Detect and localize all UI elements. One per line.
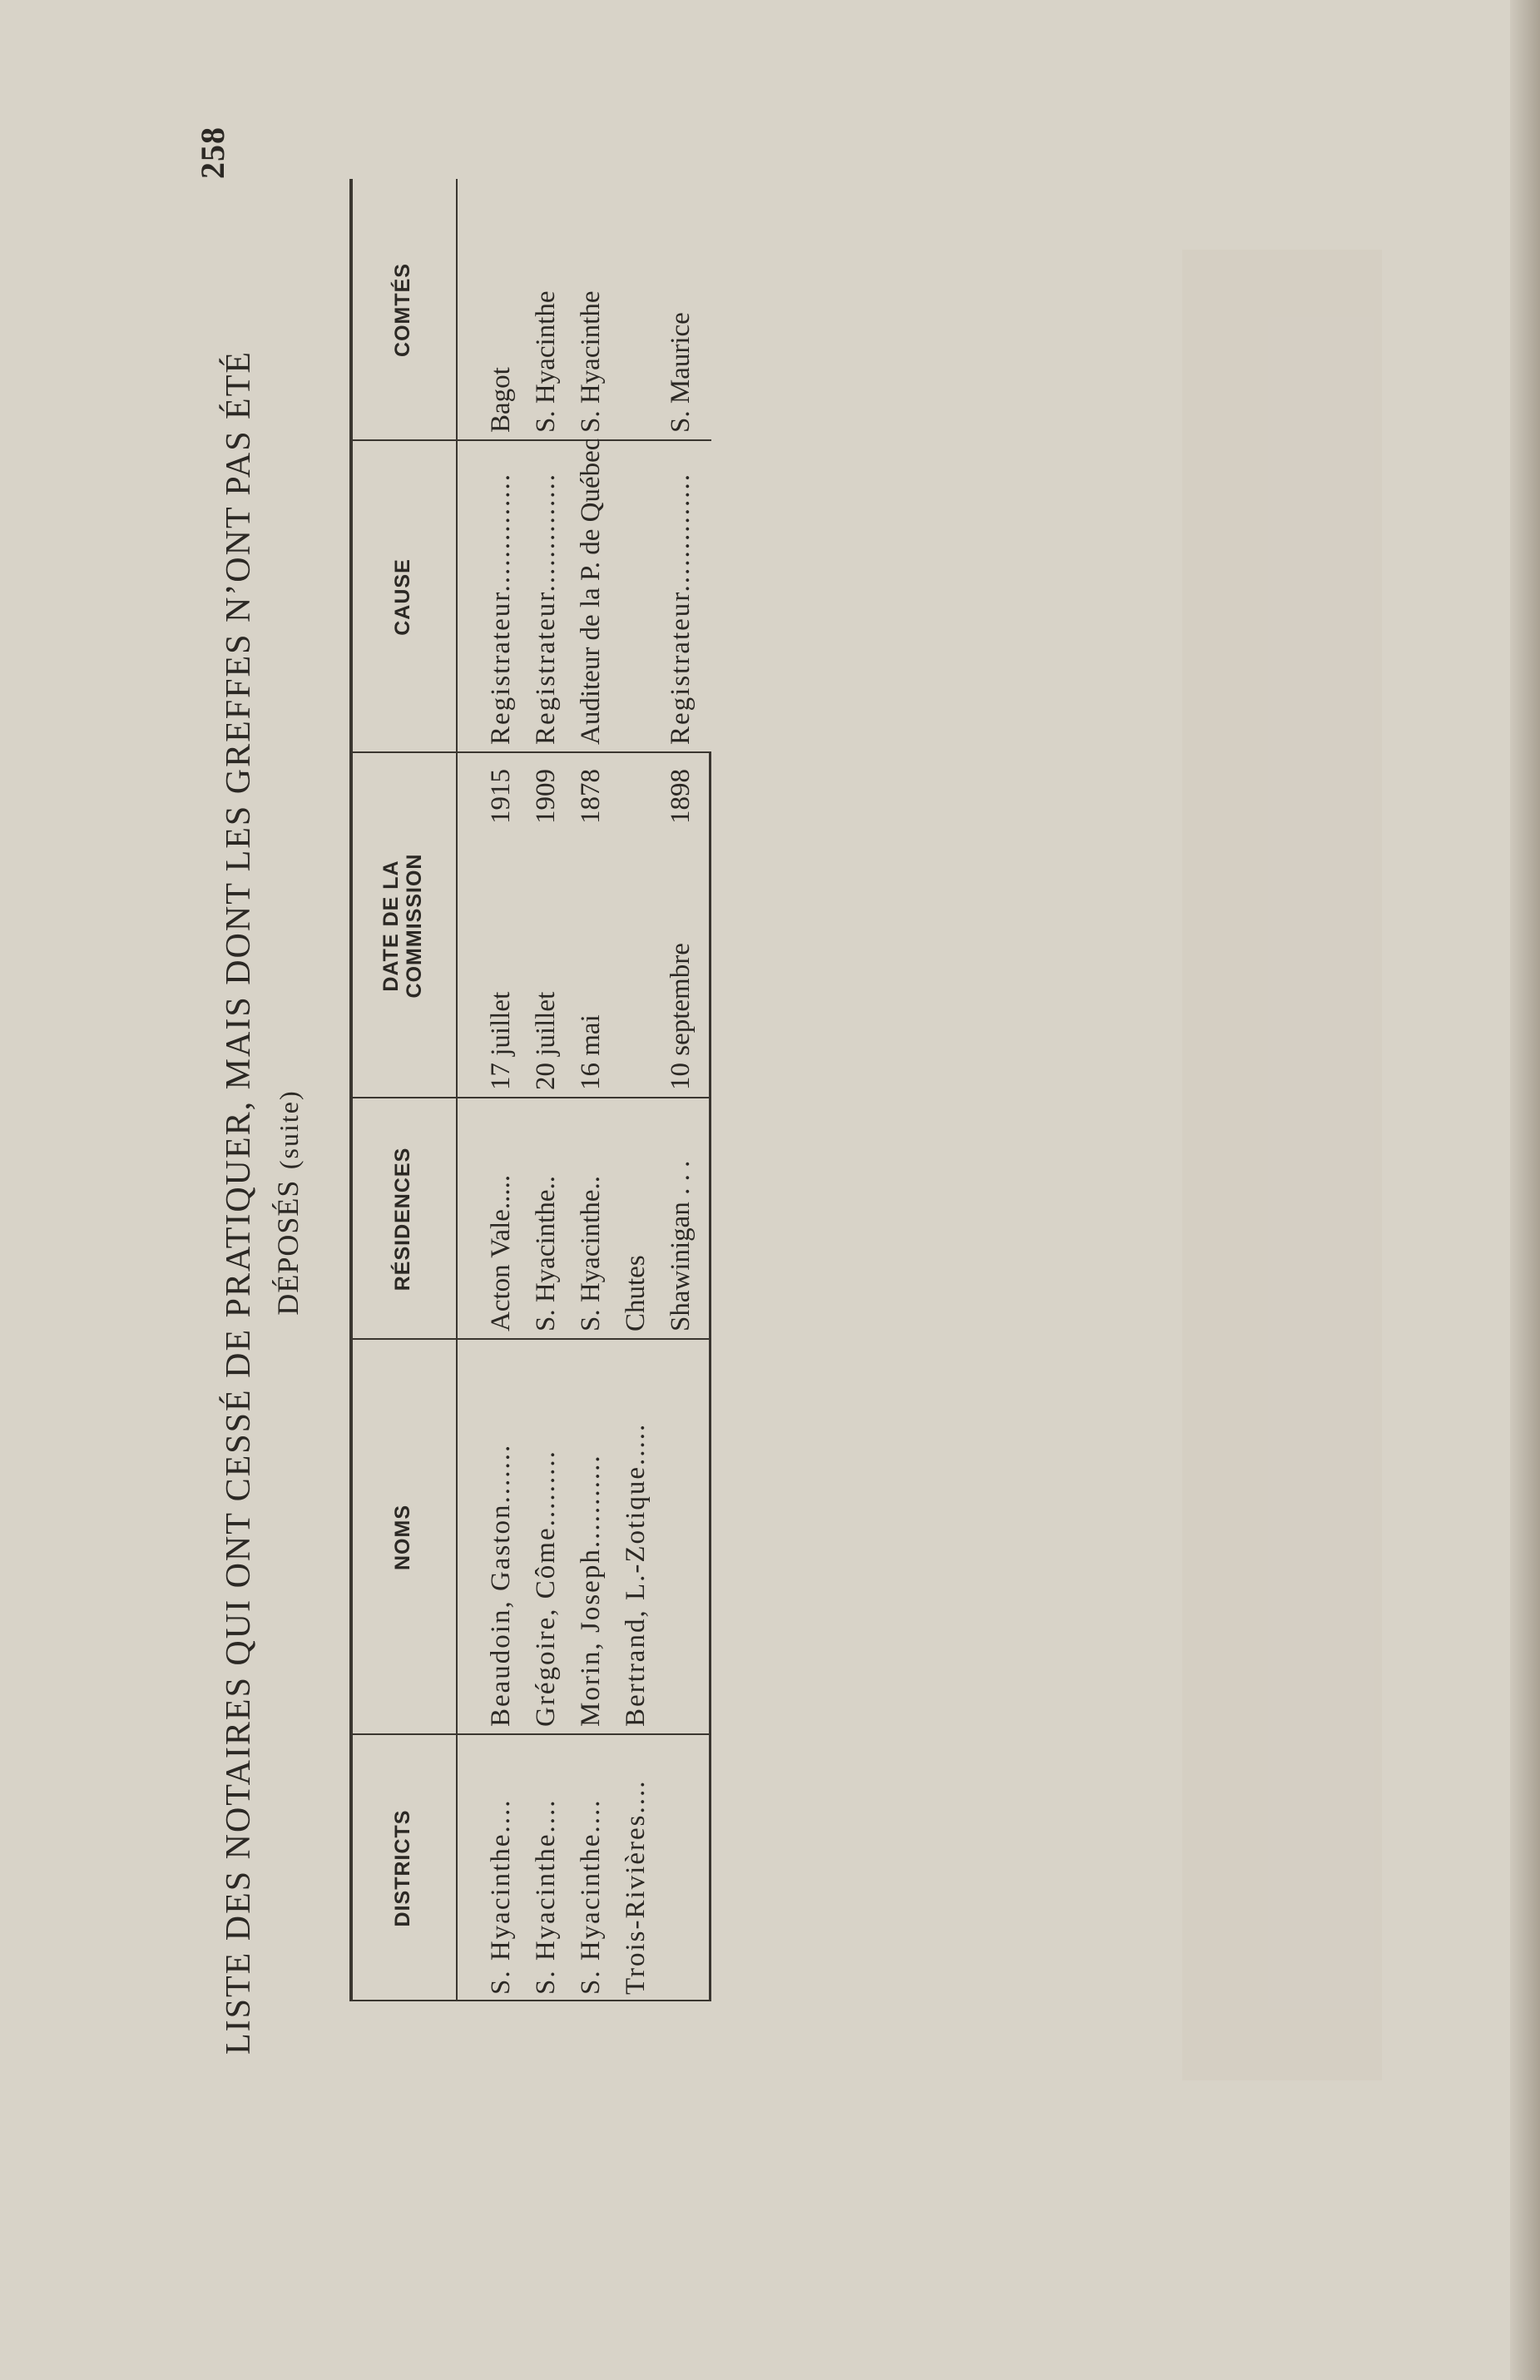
table-cell-cause: Auditeur de la P. de Québec [576,438,606,745]
header-residences: RÉSIDENCES [391,1147,414,1292]
header-date-line-1: DATE DE LA [379,860,403,992]
table-cell-date-day: 10 septembre [666,943,696,1090]
table-cell-comte: Bagot [486,367,516,433]
table-cell-residence-continued: Shawinigan . . . [666,1160,696,1331]
table-cell-nom: Beaudoin, Gaston....... [486,1443,516,1727]
table-cell-cause: Registrateur.............. [531,473,561,745]
table-cell-date-day: 20 juillet [531,991,561,1090]
header-date-commission [349,753,456,1098]
table-cell-cause: Registrateur.............. [486,473,516,745]
page-number: 258 [194,126,231,179]
table-cell-date-year: 1909 [531,769,561,824]
title-line-2 [263,233,313,2172]
title-suite: (suite) [274,1089,304,1170]
header-noms: NOMS [391,1505,414,1570]
table-bottom-rule [709,753,711,2001]
header-cause: CAUSE [391,558,414,636]
table-cell-district: Trois-Rivières.... [621,1779,651,1995]
table-cell-residence: S. Hyacinthe.. [531,1176,561,1331]
table-cell-district: S. Hyacinthe.... [531,1798,561,1995]
table-cell-district: S. Hyacinthe.... [576,1798,606,1995]
notaries-table [349,179,711,2001]
table-cell-date-day: 17 juillet [486,991,516,1090]
title-deposes: DÉPOSÉS [271,1179,305,1316]
page-title [215,233,313,2172]
table-cell-comte: S. Maurice [666,312,696,433]
table-cell-nom: Grégoire, Côme......... [531,1450,561,1727]
table-cell-date-day: 16 mai [576,1014,606,1090]
table-cell-comte: S. Hyacinthe [531,290,561,433]
table-cell-comte: S. Hyacinthe [576,290,606,433]
header-comtes: COMTÉS [391,263,414,357]
table-cell-date-year: 1898 [666,769,696,824]
table-cell-residence: Chutes [621,1255,651,1331]
table-cell-district: S. Hyacinthe.... [486,1798,516,1995]
table-cell-nom: Bertrand, L.-Zotique..... [621,1422,651,1727]
title-line-1: LISTE DES NOTAIRES QUI ONT CESSÉ DE PRATIQUER, MAIS DONT LES GREFFES N’ONT PAS ÉTÉ [220,350,258,2055]
table-cell-date-year: 1878 [576,769,606,824]
table-cell-residence: Acton Vale..... [486,1174,516,1331]
table-cell-cause: Registrateur.............. [666,473,696,745]
header-districts: DISTRICTS [391,1809,414,1927]
table-cell-residence: S. Hyacinthe.. [576,1176,606,1331]
table-cell-date-year: 1915 [486,769,516,824]
header-date-line-2: COMMISSION [403,853,426,999]
table-header-rule [456,179,458,2001]
table-cell-nom: Morin, Joseph........... [576,1454,606,1727]
